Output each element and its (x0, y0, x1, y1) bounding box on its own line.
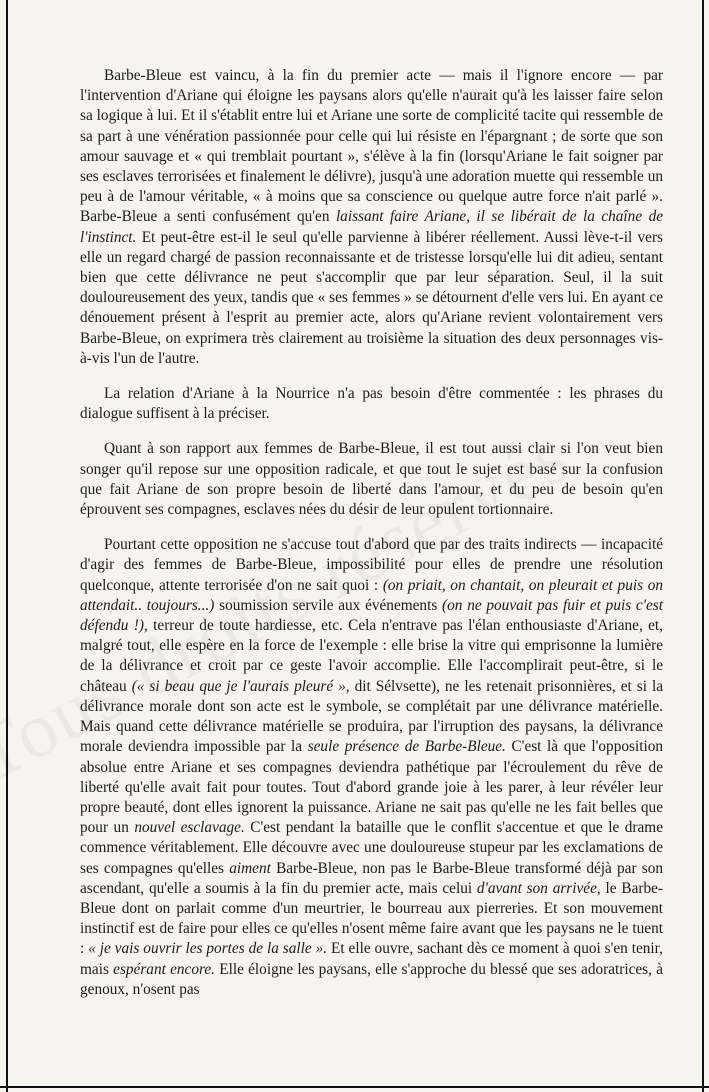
text-run: Barbe-Bleue est vaincu, à la fin du premier acte — mais il l'ignore encore — par l'intervention d'Ariane qui éloigne les paysans alors qu'elle n'aurait qu'à les laisser faire selon sa logique à lui. Et il s'établit entre lui et Ariane une sorte de complicité tacite qui ressemble de sa part à une vénération passionnée pour celle qui lui résiste en l'épargnant ; de sorte que son amour sauvage et « qui tremblait pourtant », s'élève à la fin (lorsqu'Ariane le fait soigner par ses esclaves terrorisées et finalement le délivre), jusqu'à une adoration muette qui ressemble un peu à de l'amour véritable, « à moins que sa conscience ou quelque autre force n'ait parlé ». Barbe-Bleue a senti confusément qu'en (80, 67, 663, 226)
italic-text-run: seule présence de Barbe-Bleue. (307, 738, 506, 756)
italic-text-run: nouvel esclavage. (134, 819, 245, 837)
italic-text-run: (on ne pouvait pas fuir et puis c'est défendu !), (80, 596, 663, 635)
italic-text-run: laissant faire Ariane, il se libérait de la chaîne de l'instinct. (80, 208, 664, 246)
italic-text-run: d'avant son arrivée, (476, 879, 601, 897)
text-run: dit Sélvsette), ne les retenait prisonnières, et si la délivrance morale dont son acte est le symbole, se complétait par une délivrance matérielle. Mais quand cette délivrance matérielle se produira, par l'irruption des paysans, la délivrance morale deviendra impossible par la (80, 677, 663, 756)
text-run: Quant à son rapport aux femmes de Barbe-Bleue, il est tout aussi clair si l'on veut bien songer qu'il repose sur une opposition radicale, et que tout le sujet est basé sur la confusion que fait Ariane de son propre besoin de liberté dans l'amour, et du peu de besoin qu'en éprouvent ses compagnes, esclaves nées du désir de leur opulent tortionnaire. (80, 440, 663, 519)
italic-text-run: espérant encore. (113, 960, 215, 978)
paragraph-2 (80, 384, 663, 424)
page-border-right (702, 0, 704, 1092)
italic-text-run: aiment (229, 859, 271, 877)
text-run: C'est pendant la bataille que le conflit s'accentue et que le drame commence véritablement. Elle découvre avec une douloureuse stupeur par les exclamations de ses compagnes qu'elles (80, 819, 663, 877)
text-run: Et peut-être est-il le seul qu'elle parvienne à libérer réellement. Aussi lève-t-il vers elle un regard chargé de passion reconnaissante et de tristesse lorsqu'elle lui dit adieu, sentant bien que cette délivrance ne peut s'accomplir que par leur séparation. Seul, il la suit douloureusement des yeux, tandis que « ses femmes » se détournent d'elle vers lui. En ayant ce dénouement présent à l'esprit au premier acte, alors qu'Ariane revient volontairement vers Barbe-Bleue, on exprimera très clairement au troisième la situation des deux personnages vis-à-vis l'un de l'autre. (80, 228, 663, 367)
italic-text-run: « je vais ouvrir les portes de la salle ». (88, 940, 328, 958)
page-border-bottom (0, 1086, 709, 1088)
text-run: C'est là que l'opposition absolue entre Ariane et ses compagnes deviendra pathétique par l'écroulement du rêve de liberté qu'elle avait fait pour toutes. Tout d'abord grande joie à les parer, à leur révéler leur propre beauté, dont elles ignorent la puissance. Ariane ne sait pas qu'elle ne les fait belles que pour un (80, 738, 663, 837)
page-border-left (6, 0, 8, 1092)
text-run: Et elle ouvre, sachant dès ce moment à quoi s'en tenir, mais (80, 940, 663, 978)
text-run: terreur de toute hardiesse, etc. Cela n'entrave pas l'élan enthousiaste d'Ariane, et, malgré tout, elle espère en la force de l'exemple : elle brise la vitre qui emprisonne la lumière de la délivrance et croit par ce geste l'avoir accomplie. Elle l'accomplirait peut-être, si le château (80, 617, 664, 695)
text-run: La relation d'Ariane à la Nourrice n'a pas besoin d'être commentée : les phrases du dialogue suffisent à la préciser. (80, 385, 663, 423)
italic-text-run: (« si beau que je l'aurais pleuré », (131, 677, 350, 695)
text-run: Elle éloigne les paysans, elle s'approche du blessé que ses adoratrices, à genoux, n'osent pas (80, 960, 664, 998)
text-run: le Barbe-Bleue dont on parlait comme d'un meurtrier, le bourreau aux pierreries. Et son mouvement instinctif est de faire pour elles ce qu'elles n'osent même faire avant que les paysans ne le tuent : (80, 879, 663, 958)
page-body (80, 66, 663, 1000)
italic-text-run: (on priait, on chantait, on pleurait et puis on attendait.. toujours...) (80, 576, 663, 614)
paragraph-3 (80, 439, 663, 520)
paragraph-4 (80, 535, 663, 1000)
text-run: Pourtant cette opposition ne s'accuse tout d'abord que par des traits indirects — incapacité d'agir des femmes de Barbe-Bleue, impossibilité pour elles de prendre une résolution quelconque, attente terrorisée d'on ne sait quoi : (80, 536, 663, 594)
text-run: soumission servile aux événements (214, 596, 443, 614)
paragraph-1 (80, 66, 663, 369)
text-run: Barbe-Bleue, non pas le Barbe-Bleue transformé déjà par son ascendant, qu'elle a soumis à la fin du premier acte, mais celui (80, 859, 664, 897)
